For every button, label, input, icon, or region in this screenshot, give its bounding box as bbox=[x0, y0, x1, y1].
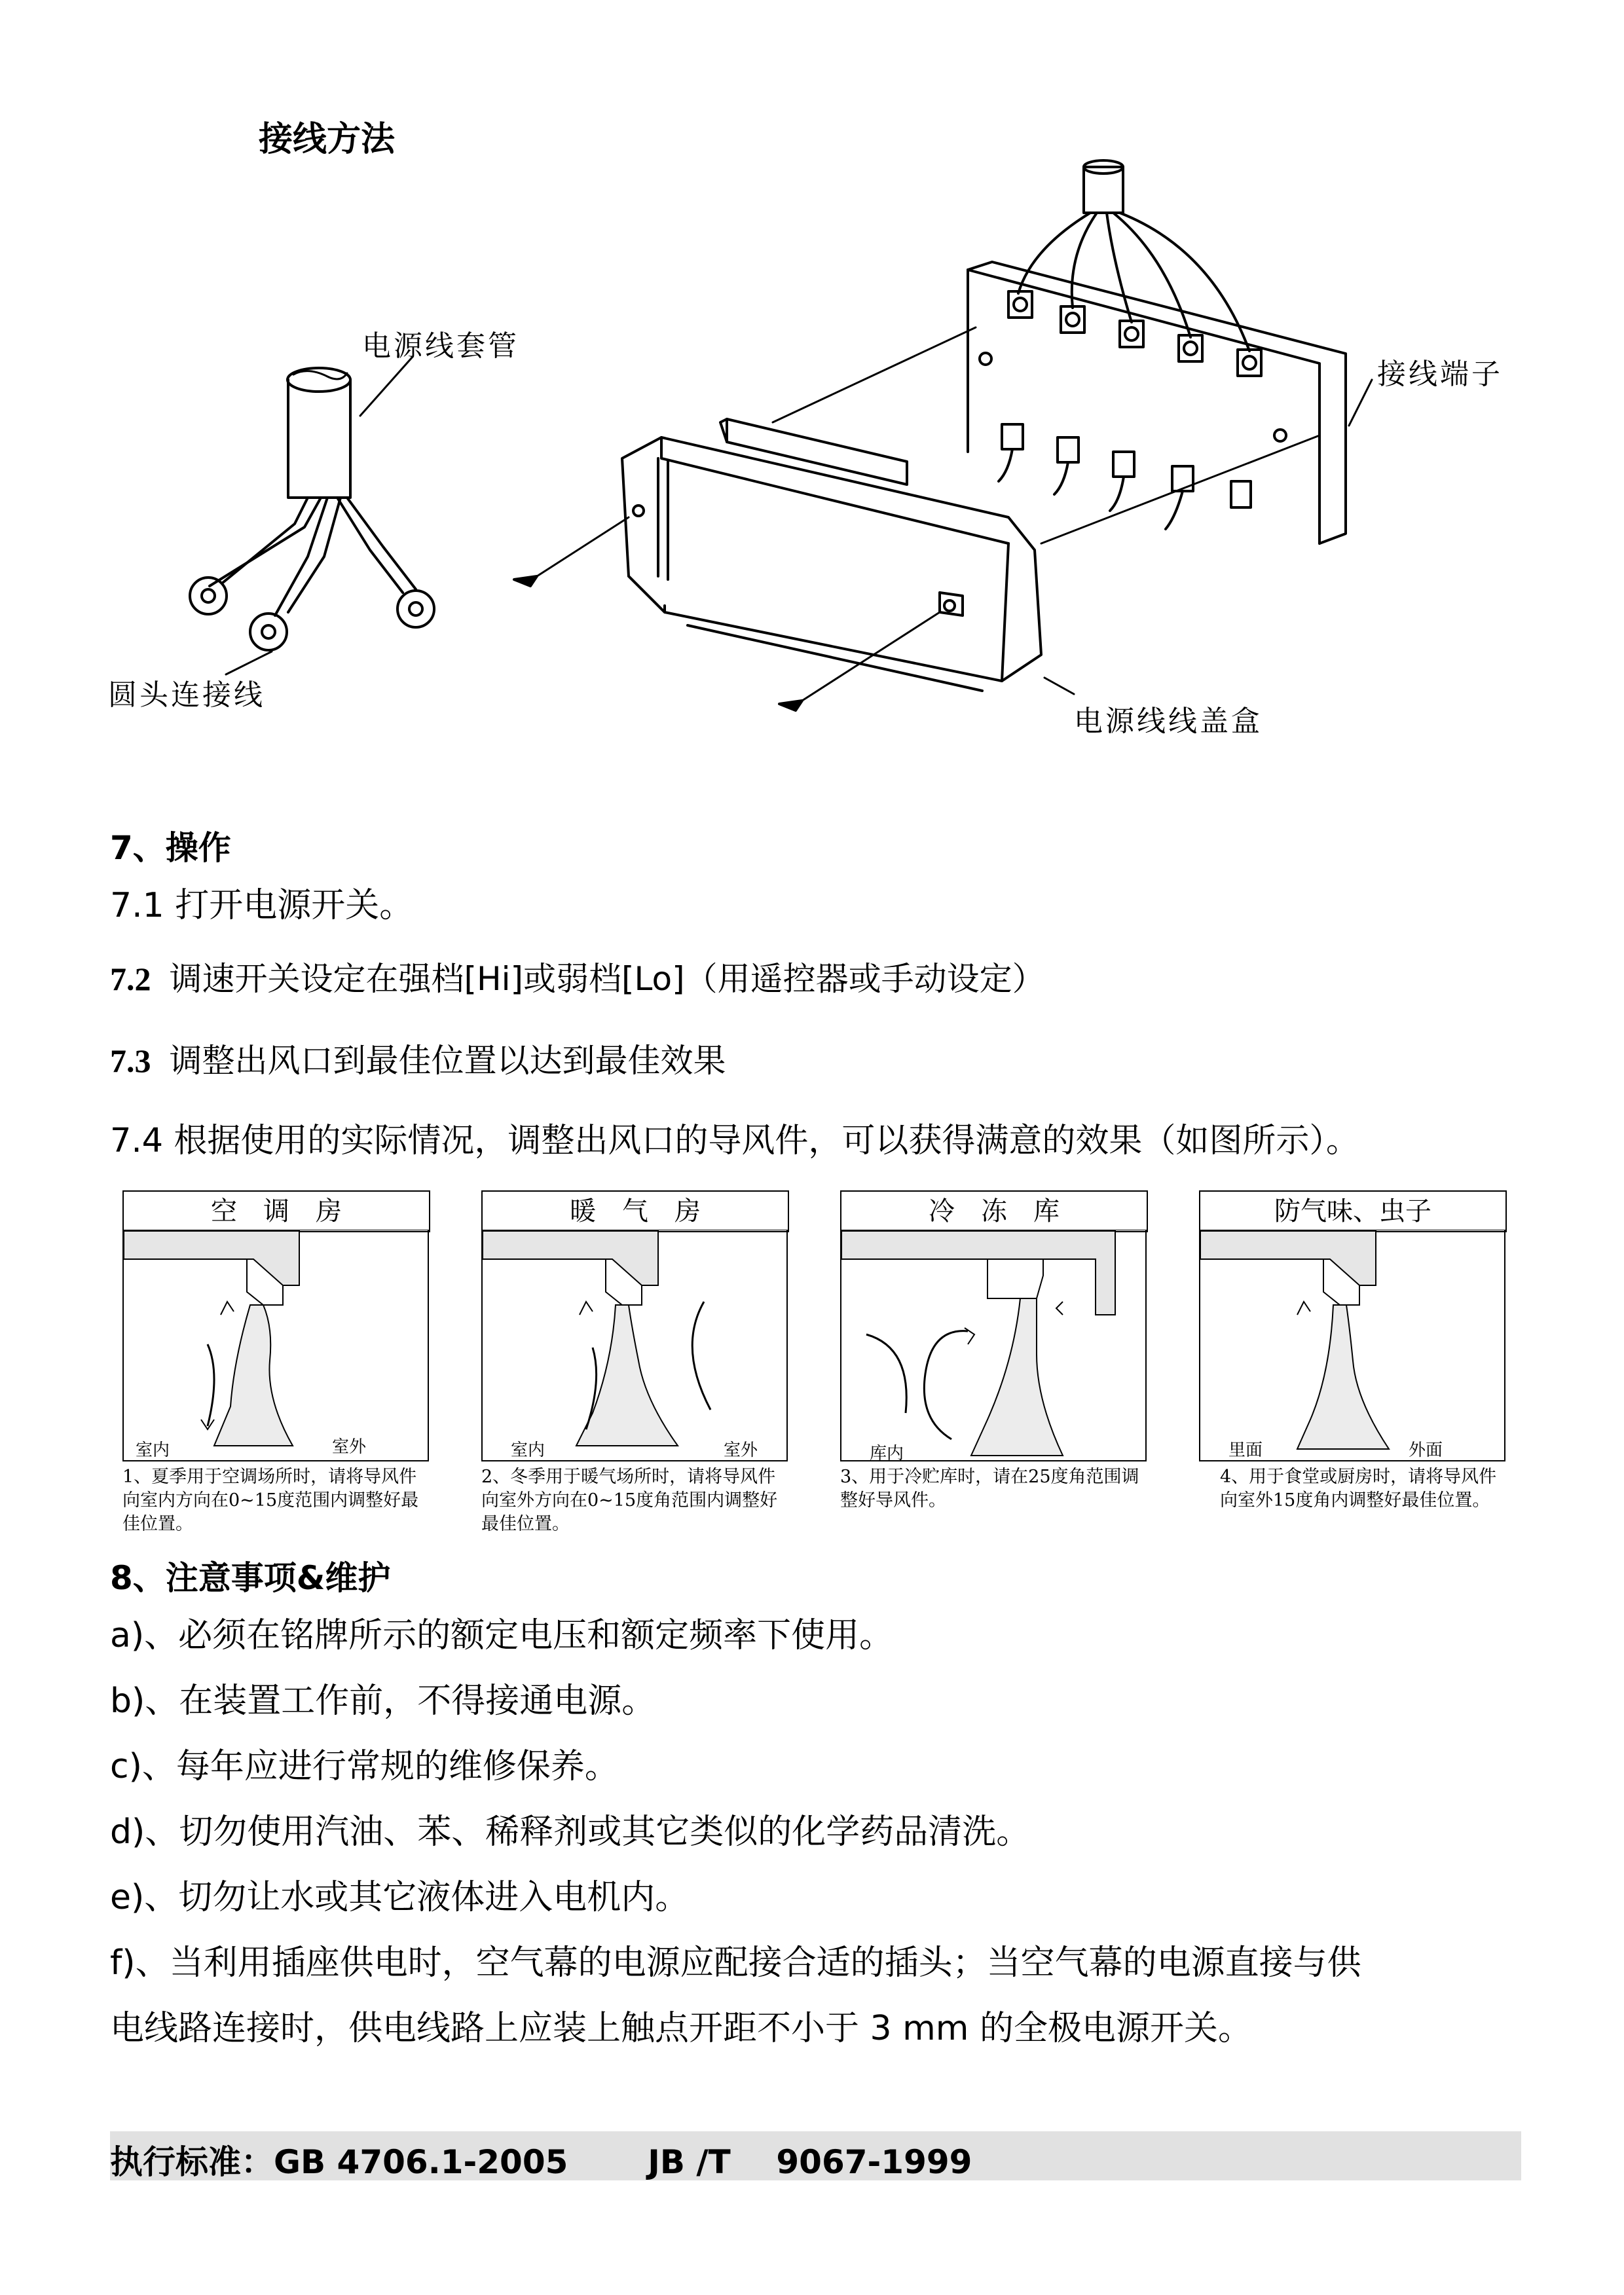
maintenance-item-d: d)、切勿使用汽油、苯、稀释剂或其它类似的化学药品清洗。 bbox=[110, 1812, 1031, 1852]
panel-right-label: 室外 bbox=[724, 1441, 758, 1460]
panel-airflow-diagram bbox=[481, 1230, 789, 1462]
label-terminal-block: 接线端子 bbox=[1377, 358, 1503, 391]
panel-air-conditioned-room bbox=[122, 1190, 430, 1462]
maintenance-item-f-line2: 电线路连接时，供电线路上应装上触点开距不小于 3 mm 的全极电源开关。 bbox=[110, 2009, 1252, 2048]
label-ring-terminal-wire: 圆头连接线 bbox=[108, 678, 265, 712]
step-7-1: 7.1 打开电源开关。 bbox=[110, 886, 414, 925]
step-7-3 bbox=[110, 1035, 726, 1082]
panel-airflow-diagram bbox=[840, 1230, 1148, 1462]
panel-left-label: 里面 bbox=[1228, 1441, 1263, 1460]
maintenance-item-e: e)、切勿让水或其它液体进入电机内。 bbox=[110, 1878, 690, 1917]
step-7-3-number: 7.3 bbox=[110, 1042, 151, 1079]
cord-cover-box bbox=[622, 419, 1041, 691]
maintenance-item-f-line1: f)、当利用插座供电时，空气幕的电源应配接合适的插头；当空气幕的电源直接与供 bbox=[110, 1943, 1361, 1983]
panel-odor-insect-barrier bbox=[1199, 1190, 1507, 1462]
section-heading-operation: 7、操作 bbox=[110, 829, 231, 867]
section-heading-maintenance: 8、注意事项&维护 bbox=[110, 1559, 391, 1597]
step-7-2 bbox=[110, 953, 1045, 1000]
power-cord-sleeve bbox=[287, 368, 350, 498]
panel-title: 暖 气 房 bbox=[481, 1190, 789, 1232]
panel-airflow-diagram bbox=[122, 1230, 430, 1462]
panel-caption-1: 1、夏季用于空调场所时，请将导风件向室内方向在0~15度范围内调整好最佳位置。 bbox=[122, 1467, 419, 1534]
panel-caption-3: 3、用于冷贮库时，请在25度角范围调整好导风件。 bbox=[840, 1467, 1139, 1511]
step-7-4: 7.4 根据使用的实际情况，调整出风口的导风件，可以获得满意的效果（如图所示）。 bbox=[110, 1122, 1359, 1160]
panel-heated-room bbox=[481, 1190, 789, 1462]
wiring-diagram bbox=[0, 0, 1624, 753]
maintenance-item-a: a)、必须在铭牌所示的额定电压和额定频率下使用。 bbox=[110, 1616, 894, 1655]
terminal-block bbox=[968, 160, 1346, 543]
panel-right-label: 室外 bbox=[332, 1437, 367, 1457]
panel-left-label: 室内 bbox=[511, 1441, 545, 1460]
panel-left-label: 库内 bbox=[870, 1444, 904, 1462]
panel-left-label: 室内 bbox=[136, 1441, 170, 1460]
panel-title: 冷 冻 库 bbox=[840, 1190, 1148, 1232]
panel-airflow-diagram bbox=[1199, 1230, 1507, 1462]
ring-wires bbox=[190, 498, 434, 650]
panel-cold-storage bbox=[840, 1190, 1148, 1462]
step-7-3-text: 调整出风口到最佳位置以达到最佳效果 bbox=[169, 1042, 726, 1080]
wiring-title: 接线方法 bbox=[259, 120, 396, 159]
panel-title: 防气味、虫子 bbox=[1199, 1190, 1507, 1232]
panel-right-label: 外面 bbox=[1409, 1441, 1443, 1460]
panel-caption-2: 2、冬季用于暖气场所时，请将导风件向室外方向在0~15度角范围内调整好最佳位置。 bbox=[481, 1467, 778, 1534]
panel-caption-4: 4、用于食堂或厨房时，请将导风件向室外15度角内调整好最佳位置。 bbox=[1220, 1467, 1497, 1511]
panel-title: 空 调 房 bbox=[122, 1190, 430, 1232]
maintenance-item-c: c)、每年应进行常规的维修保养。 bbox=[110, 1747, 619, 1786]
step-7-2-text: 调速开关设定在强档[Hi]或弱档[Lo]（用遥控器或手动设定） bbox=[169, 960, 1045, 998]
label-cord-cover-box: 电源线线盖盒 bbox=[1074, 705, 1263, 738]
execution-standard: 执行标准：GB 4706.1-2005 JB /T 9067-1999 bbox=[110, 2143, 972, 2181]
label-power-cord-sleeve: 电源线套管 bbox=[362, 329, 519, 363]
step-7-2-number: 7.2 bbox=[110, 961, 151, 997]
maintenance-item-b: b)、在装置工作前，不得接通电源。 bbox=[110, 1681, 656, 1721]
